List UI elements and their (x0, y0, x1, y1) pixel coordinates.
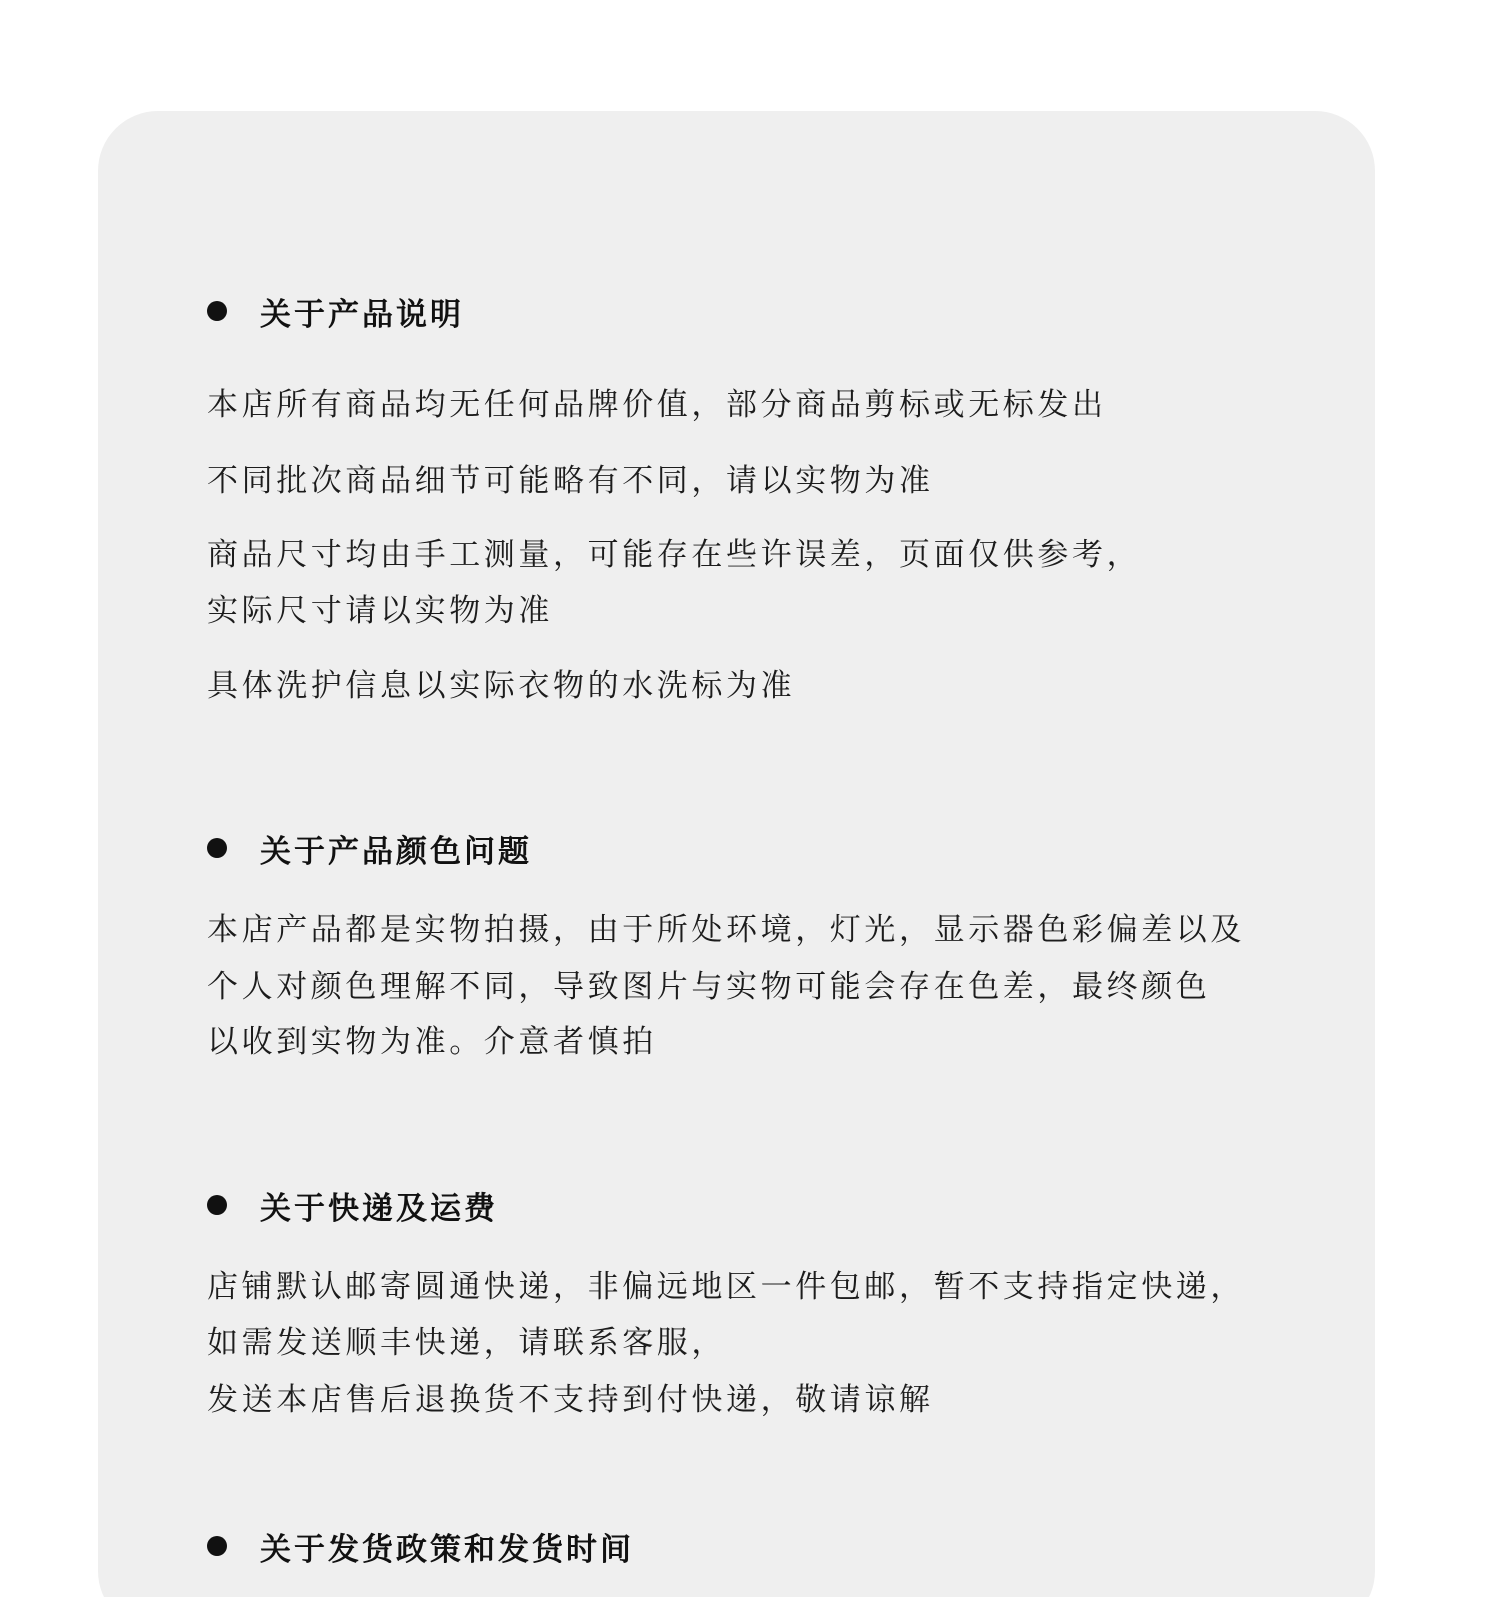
text-line: 发送本店售后退换货不支持到付快递，敬请谅解 (207, 1382, 934, 1418)
section-title: 关于发货政策和发货时间 (260, 1531, 634, 1568)
bullet-icon (207, 1195, 227, 1215)
text-line: 具体洗护信息以实际衣物的水洗标为准 (207, 668, 796, 704)
section-heading-shipping (207, 1185, 498, 1225)
section-heading-color (207, 828, 532, 868)
text-line: 商品尺寸均由手工测量，可能存在些许误差，页面仅供参考， (207, 537, 1142, 573)
text-line: 不同批次商品细节可能略有不同，请以实物为准 (207, 463, 934, 499)
text-line: 如需发送顺丰快递，请联系客服， (207, 1325, 726, 1361)
text-line: 实际尺寸请以实物为准 (207, 593, 553, 629)
text-line: 本店产品都是实物拍摄，由于所处环境，灯光，显示器色彩偏差以及 (207, 912, 1245, 948)
section-heading-dispatch (207, 1526, 634, 1566)
text-line: 店铺默认邮寄圆通快递，非偏远地区一件包邮，暂不支持指定快递， (207, 1269, 1245, 1305)
section-title: 关于产品说明 (260, 296, 464, 333)
text-line: 本店所有商品均无任何品牌价值，部分商品剪标或无标发出 (207, 387, 1107, 423)
text-line: 个人对颜色理解不同，导致图片与实物可能会存在色差，最终颜色 (207, 969, 1211, 1005)
section-title: 关于快递及运费 (260, 1190, 498, 1227)
section-title: 关于产品颜色问题 (260, 833, 532, 870)
text-line: 以收到实物为准。介意者慎拍 (207, 1024, 657, 1060)
bullet-icon (207, 838, 227, 858)
bullet-icon (207, 301, 227, 321)
bullet-icon (207, 1536, 227, 1556)
section-heading-product (207, 291, 464, 331)
